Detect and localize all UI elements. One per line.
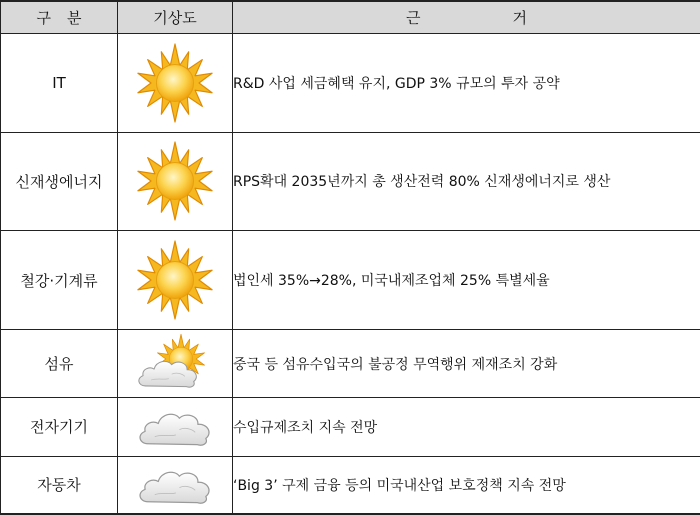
reason-cell: ‘Big 3’ 구제 금융 등의 미국내산업 보호정책 지속 전망 (233, 456, 700, 514)
header-row (1, 1, 700, 34)
sun-icon (134, 42, 216, 124)
reason-cell: RPS확대 2035년까지 총 생산전력 80% 신재생에너지로 생산 (233, 132, 700, 230)
category-cell: 신재생에너지 (1, 132, 118, 230)
header-weather: 기상도 (118, 1, 233, 34)
reason-cell: 수입규제조치 지속 전망 (233, 397, 700, 456)
table-row (1, 456, 700, 514)
cloud-icon (132, 405, 218, 449)
table-row (1, 132, 700, 230)
weather-cell (118, 330, 233, 398)
sun-behind-cloud-icon (133, 333, 217, 395)
weather-cell (118, 456, 233, 514)
weather-cell (118, 34, 233, 132)
sun-icon (134, 140, 216, 222)
category-cell: IT (1, 34, 118, 132)
reason-cell: 중국 등 섬유수입국의 불공정 무역행위 제재조치 강화 (233, 330, 700, 398)
table-row (1, 397, 700, 456)
header-reason: 근 거 (233, 1, 700, 34)
table-row (1, 230, 700, 329)
header-category: 구 분 (1, 1, 118, 34)
weather-cell (118, 132, 233, 230)
table-row (1, 34, 700, 132)
cloud-icon (132, 463, 218, 507)
reason-cell: R&D 사업 세금혜택 유지, GDP 3% 규모의 투자 공약 (233, 34, 700, 132)
category-cell: 자동차 (1, 456, 118, 514)
category-cell: 철강·기계류 (1, 230, 118, 329)
category-cell: 전자기기 (1, 397, 118, 456)
reason-cell: 법인세 35%→28%, 미국내제조업체 25% 특별세율 (233, 230, 700, 329)
weather-cell (118, 397, 233, 456)
sun-icon (134, 239, 216, 321)
category-cell: 섬유 (1, 330, 118, 398)
table-row (1, 330, 700, 398)
weather-cell (118, 230, 233, 329)
